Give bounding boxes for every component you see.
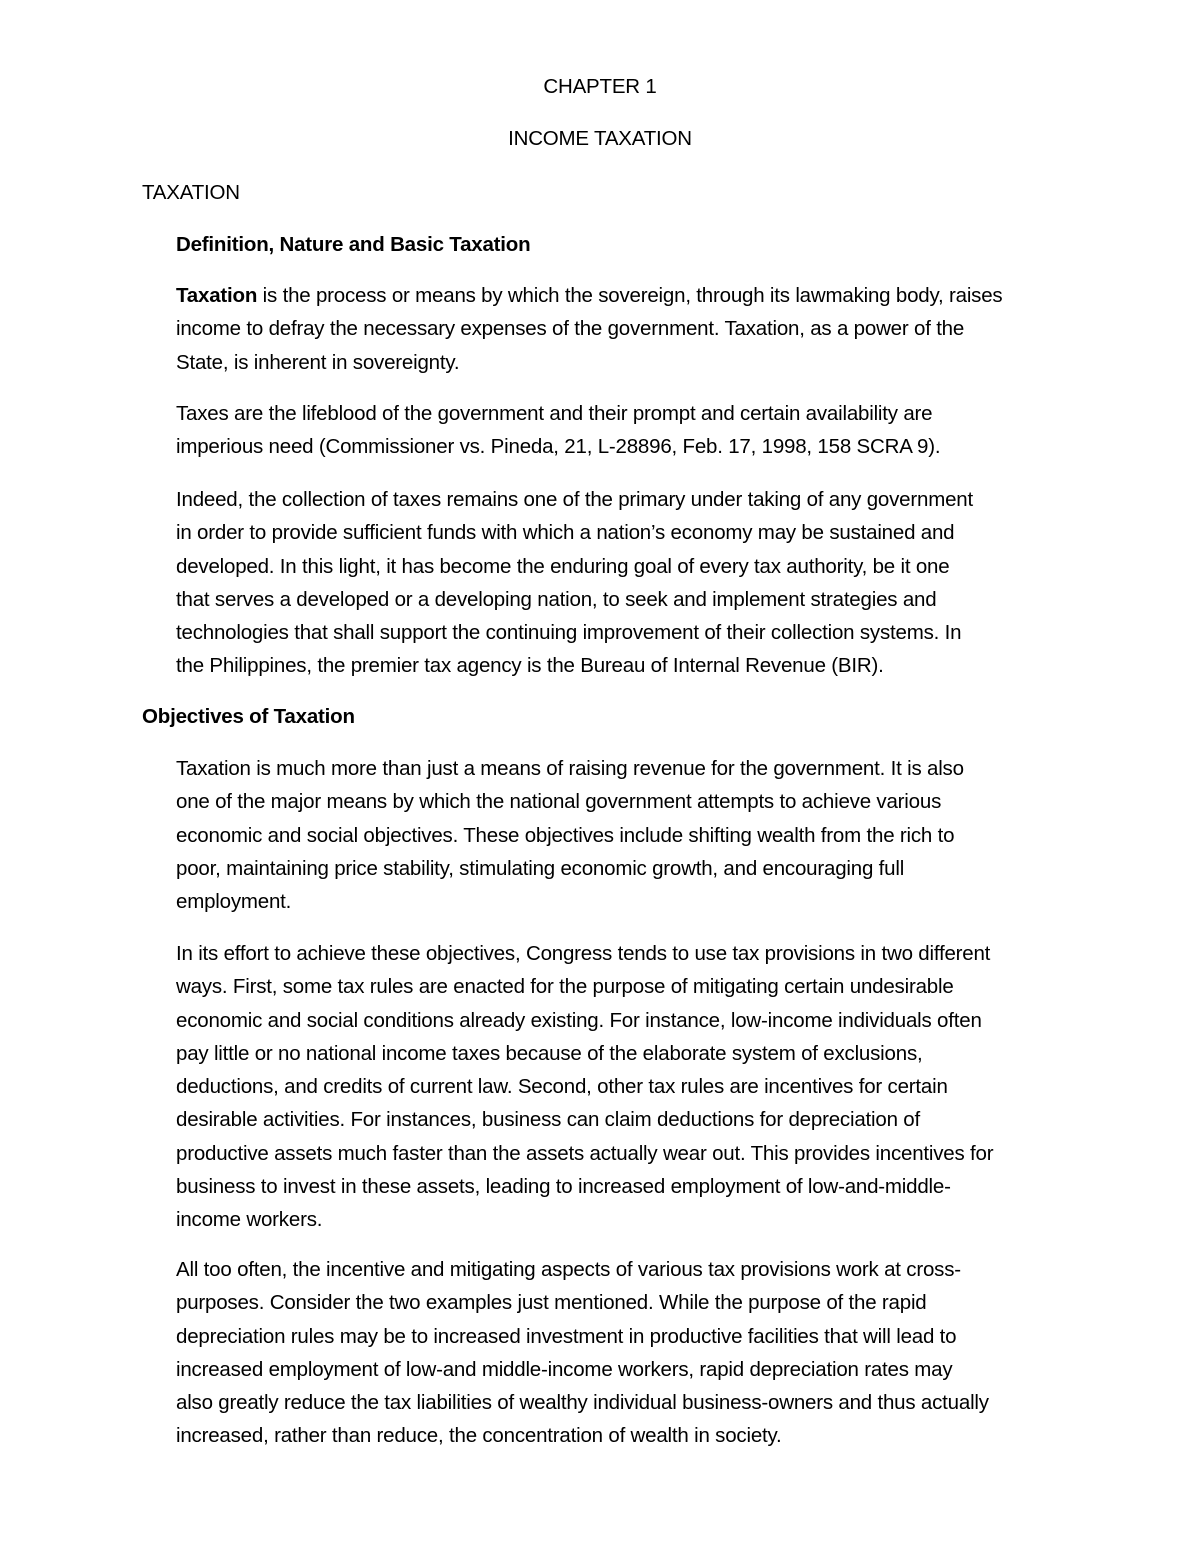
paragraph-line: imperious need (Commissioner vs. Pineda, 21, L-28896, Feb. 17, 1998, 158 SCRA 9). bbox=[176, 435, 941, 459]
paragraph-line: increased employment of low-and middle-income workers, rapid depreciation rates may bbox=[176, 1357, 953, 1381]
paragraph-line: employment. bbox=[176, 890, 292, 914]
paragraph-line: economic and social conditions already existing. For instance, low-income individuals often bbox=[176, 1008, 982, 1032]
paragraph-line: poor, maintaining price stability, stimulating economic growth, and encouraging full bbox=[176, 856, 905, 880]
paragraph-line: depreciation rules may be to increased investment in productive facilities that will lead to bbox=[176, 1324, 957, 1348]
paragraph-line: one of the major means by which the national government attempts to achieve various bbox=[176, 790, 942, 814]
paragraph-line: income workers. bbox=[176, 1208, 323, 1232]
paragraph-line: purposes. Consider the two examples just mentioned. While the purpose of the rapid bbox=[176, 1291, 927, 1315]
paragraph-line: that serves a developed or a developing nation, to seek and implement strategies and bbox=[176, 587, 937, 611]
paragraph-line: also greatly reduce the tax liabilities of wealthy individual business-owners and thus actually bbox=[176, 1391, 989, 1415]
paragraph-line: deductions, and credits of current law. Second, other tax rules are incentives for certain bbox=[176, 1075, 948, 1099]
paragraph-line: Taxes are the lifeblood of the government and their prompt and certain availability are bbox=[176, 402, 933, 425]
paragraph-line: increased, rather than reduce, the concentration of wealth in society. bbox=[176, 1424, 782, 1448]
bold-term: Taxation bbox=[176, 284, 258, 307]
paragraph-line: developed. In this light, it has become the enduring goal of every tax authority, be it one bbox=[176, 554, 950, 578]
paragraph-line: desirable activities. For instances, business can claim deductions for depreciation of bbox=[176, 1108, 920, 1132]
paragraph-definition bbox=[176, 279, 1076, 379]
paragraph-line: State, is inherent in sovereignty. bbox=[176, 350, 460, 374]
paragraph-line bbox=[176, 279, 1076, 312]
paragraph-collection bbox=[176, 483, 1076, 683]
paragraph-line: In its effort to achieve these objectives, Congress tends to use tax provisions in two different bbox=[176, 942, 991, 965]
subheading-definition: Definition, Nature and Basic Taxation bbox=[176, 233, 531, 256]
paragraph-line: business to invest in these assets, leading to increased employment of low-and-middle- bbox=[176, 1175, 951, 1199]
section-heading: TAXATION bbox=[142, 181, 240, 204]
paragraph-line: income to defray the necessary expenses of the government. Taxation, as a power of the bbox=[176, 317, 965, 341]
paragraph-lifeblood bbox=[176, 397, 1076, 464]
paragraph-line: Indeed, the collection of taxes remains one of the primary under taking of any government bbox=[176, 488, 973, 511]
paragraph-line: ways. First, some tax rules are enacted for the purpose of mitigating certain undesirable bbox=[176, 975, 954, 999]
line-text: is the process or means by which the sovereign, through its lawmaking body, raises bbox=[257, 284, 1003, 307]
paragraph-line: technologies that shall support the continuing improvement of their collection systems. In bbox=[176, 621, 962, 645]
paragraph-line: in order to provide sufficient funds with which a nation’s economy may be sustained and bbox=[176, 521, 955, 545]
paragraph-line: All too often, the incentive and mitigating aspects of various tax provisions work at cross- bbox=[176, 1258, 961, 1281]
chapter-label: CHAPTER 1 bbox=[543, 75, 657, 98]
paragraph-line: Taxation is much more than just a means of raising revenue for the government. It is also bbox=[176, 757, 964, 780]
paragraph-congress bbox=[176, 937, 1076, 1237]
paragraph-objectives bbox=[176, 752, 1076, 918]
paragraph-line: pay little or no national income taxes because of the elaborate system of exclusions, bbox=[176, 1041, 923, 1065]
paragraph-cross-purposes bbox=[176, 1253, 1076, 1453]
document-title: INCOME TAXATION bbox=[508, 127, 692, 150]
paragraph-line: productive assets much faster than the assets actually wear out. This provides incentives for bbox=[176, 1141, 994, 1165]
paragraph-line: economic and social objectives. These objectives include shifting wealth from the rich to bbox=[176, 823, 955, 847]
objectives-heading: Objectives of Taxation bbox=[142, 705, 355, 728]
paragraph-line: the Philippines, the premier tax agency is the Bureau of Internal Revenue (BIR). bbox=[176, 654, 884, 678]
